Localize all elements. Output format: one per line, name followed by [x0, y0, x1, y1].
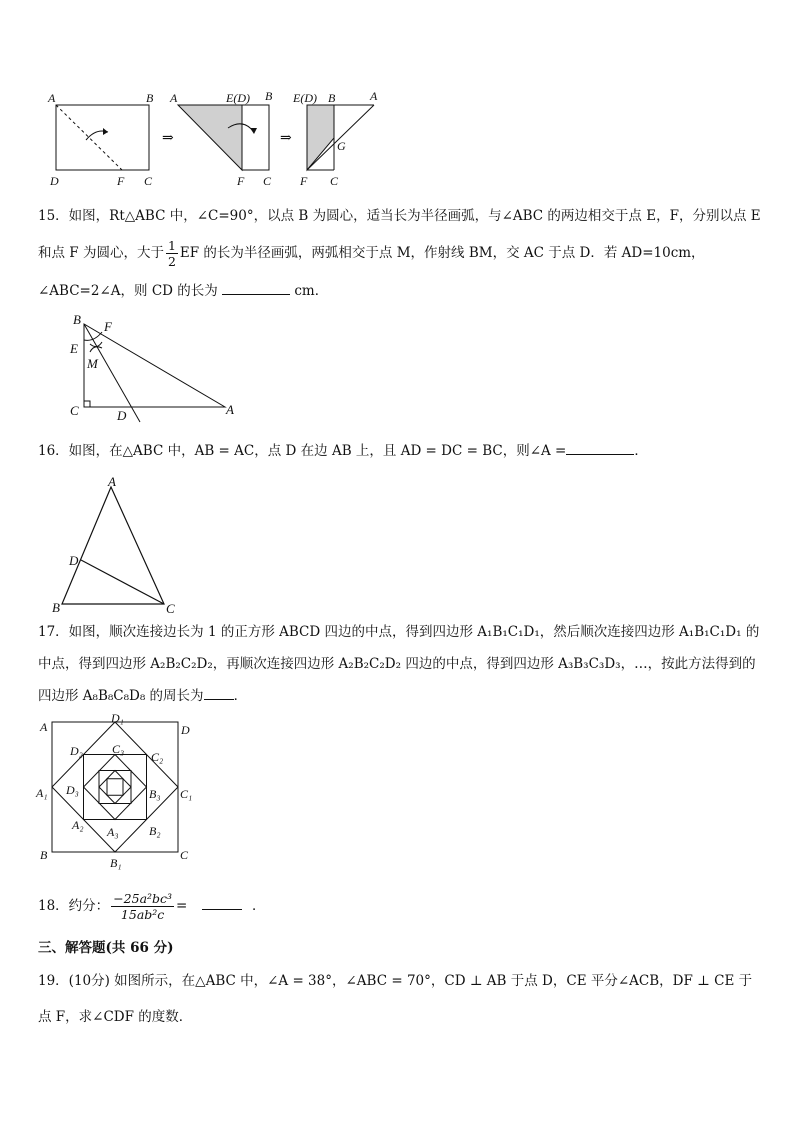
rectangle-abcd	[56, 105, 149, 170]
label: B₂	[149, 824, 161, 838]
fold-figure-svg	[40, 88, 400, 190]
question-15-line-2	[38, 238, 705, 269]
label: F	[117, 174, 125, 188]
question-18-end: ．	[251, 898, 266, 914]
fraction-numerator: −25a²bc³	[113, 891, 173, 906]
question-17-line-3	[38, 686, 247, 706]
fold-arrowhead-icon	[250, 128, 257, 134]
folded-triangle	[178, 105, 242, 170]
triangle-figure-16	[36, 473, 186, 618]
label: A	[40, 720, 48, 734]
question-17-line-1: 17．如图，顺次连接边长为 1 的正方形 ABCD 四边的中点，得到四边形 A₁B₁C₁D₁，然后顺次连接四边形 A₁B₁C₁D₁ 的	[38, 624, 760, 640]
equals-sign: =	[176, 898, 188, 914]
label: D₃	[66, 783, 79, 797]
triangle-abc	[62, 487, 164, 604]
fold-line-af	[56, 105, 122, 170]
label: A	[108, 474, 116, 489]
label: M	[87, 356, 98, 371]
fraction-expression	[111, 891, 174, 922]
question-15-text-b: EF 的长为半径画弧，两弧相交于点 M，作射线 BM，交 AC 于点 D．若 AD=10cm，	[179, 245, 705, 261]
fraction-denominator: 2	[167, 254, 176, 269]
label: C₃	[112, 742, 125, 756]
square-5	[99, 771, 131, 804]
question-15-line-1: 15．如图，Rt△ABC 中，∠C=90°，以点 B 为圆心，适当长为半径画弧，与∠ABC 的两边相交于点 E，F，分别以点 E	[38, 208, 761, 224]
remaining-strip	[242, 105, 269, 170]
square-6	[107, 779, 123, 796]
triangle-figure-16-svg	[36, 473, 186, 618]
label: B	[52, 600, 60, 615]
label: E	[70, 341, 78, 356]
question-16-text: 16．如图，在△ABC 中，AB = AC，点 D 在边 AB 上，且 AD = DC = BC，则∠A =	[38, 443, 567, 459]
label: D₁	[111, 712, 124, 725]
label: E(D)	[226, 91, 250, 105]
label: F	[300, 174, 308, 188]
question-15-text-c: ∠ABC=2∠A，则 CD 的长为	[38, 283, 218, 299]
label: B	[146, 91, 154, 105]
answer-blank-18[interactable]	[202, 897, 242, 910]
question-19-line-2: 点 F，求∠CDF 的度数．	[38, 1009, 193, 1025]
label: B	[73, 312, 81, 327]
label: A	[48, 91, 56, 105]
label: F	[104, 319, 112, 334]
answer-blank-17[interactable]	[204, 687, 234, 700]
label: B	[40, 848, 48, 862]
label: D	[181, 723, 190, 737]
question-18-prefix: 18．约分：	[38, 898, 110, 914]
segment-dc	[81, 560, 164, 604]
label: D₂	[70, 744, 83, 758]
label: D	[50, 174, 59, 188]
label: A	[170, 91, 178, 105]
label: C	[70, 403, 79, 418]
label: A₃	[107, 825, 119, 839]
folded-strip	[307, 105, 334, 170]
fraction-one-half	[166, 238, 178, 269]
question-16-end: ．	[634, 443, 648, 459]
answer-blank-15[interactable]	[222, 282, 290, 295]
right-angle-mark	[84, 401, 90, 407]
triangle-abc	[84, 324, 225, 407]
label: C₂	[151, 750, 164, 764]
question-18-line	[38, 888, 265, 924]
label: G	[337, 139, 346, 153]
triangle-figure-15-svg	[60, 310, 240, 428]
nested-squares-svg	[32, 712, 202, 872]
fold-arrowhead-icon	[103, 128, 108, 135]
nested-squares-figure	[32, 712, 202, 872]
label: B₁	[110, 856, 122, 870]
question-19-line-1: 19．(10分) 如图所示，在△ABC 中，∠A = 38°，∠ABC = 70°，CD ⊥ AB 于点 D，CE 平分∠ACB，DF ⊥ CE 于	[38, 973, 753, 989]
label: C	[144, 174, 153, 188]
triangle-figure-15	[60, 310, 240, 428]
question-17-text: 四边形 A₈B₈C₈D₈ 的周长为	[38, 688, 204, 704]
label: B₃	[149, 787, 161, 801]
fraction-denominator: 15ab²c	[120, 907, 165, 922]
next-arrow-icon: ⇒	[280, 131, 292, 146]
label: F	[237, 174, 245, 188]
label: C₁	[180, 787, 193, 801]
label: A₁	[36, 786, 48, 800]
label: D	[69, 553, 79, 568]
label: B	[328, 91, 336, 105]
fold-figure	[40, 88, 400, 190]
question-16-line	[38, 441, 648, 461]
label: C	[166, 601, 175, 616]
question-17-end: ．	[233, 688, 248, 704]
square-a3b3c3d3	[84, 755, 147, 820]
question-15-text-a: 和点 F 为圆心，大于	[38, 245, 164, 261]
label: C	[263, 174, 272, 188]
label: B	[265, 89, 273, 103]
question-15-unit: cm．	[294, 283, 329, 299]
section-heading: 三、解答题(共 66 分)	[38, 940, 174, 956]
label: D	[117, 408, 127, 423]
square-4	[99, 771, 131, 804]
label: A	[226, 402, 234, 417]
question-17-line-2: 中点，得到四边形 A₂B₂C₂D₂，再顺次连接四边形 A₂B₂C₂D₂ 四边的中点，得到四边形 A₃B₃C₃D₃，…，按此方法得到的	[38, 656, 756, 672]
fraction-numerator: 1	[167, 238, 176, 253]
label: A	[370, 89, 378, 103]
label: C	[180, 848, 189, 862]
question-15-line-3	[38, 281, 328, 301]
label: E(D)	[293, 91, 317, 105]
next-arrow-icon: ⇒	[162, 131, 174, 146]
answer-blank-16[interactable]	[566, 442, 634, 455]
square-a2b2c2d2	[84, 755, 147, 820]
label: C	[330, 174, 339, 188]
label: A₂	[72, 818, 84, 832]
arc-m1	[90, 347, 102, 352]
